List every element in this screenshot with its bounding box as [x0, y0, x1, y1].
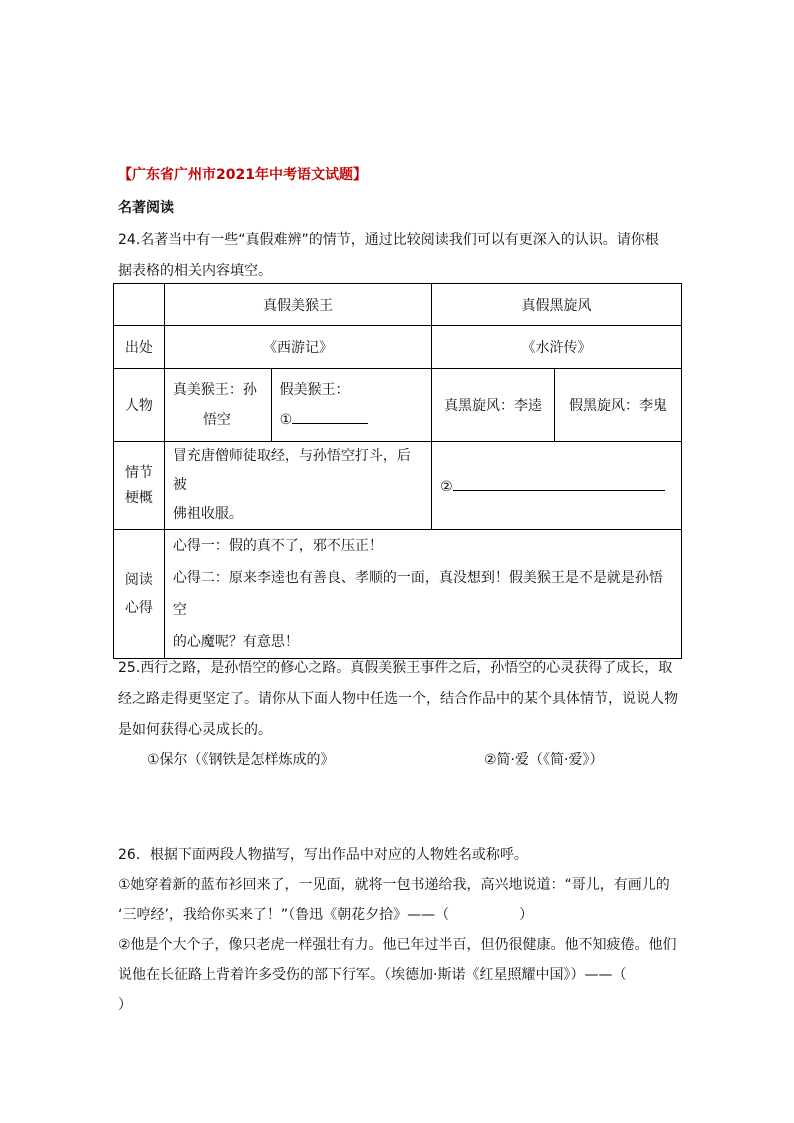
source-journey-west: 《西游记》	[164, 326, 431, 369]
section-title: 名著阅读	[118, 200, 174, 216]
q26-line-1: 26．根据下面两段人物描写，写出作品中对应的人物姓名或称呼。	[118, 847, 528, 863]
reflection-label-line-1: 阅读	[124, 572, 153, 588]
reflection-content	[164, 530, 681, 659]
q26-prompt	[118, 840, 677, 1020]
q26-line-6: ）	[118, 997, 132, 1013]
table-row-person	[114, 369, 682, 442]
answer-blank-2[interactable]	[453, 476, 665, 491]
cell-real-whirlwind: 真黑旋风：李逵	[432, 369, 555, 442]
answer-marker-2: ②	[440, 479, 453, 495]
q26-line-2: ①她穿着新的蓝布衫回来了，一见面，就将一包书递给我，高兴地说道：“哥儿，有画儿的	[118, 877, 670, 893]
table-corner-cell	[114, 284, 165, 326]
cell-fake-monkey	[271, 369, 432, 442]
row-label-person: 人物	[114, 369, 165, 442]
reflection-label-line-2: 心得	[124, 600, 153, 616]
plot-a-line-1: 冒充唐僧师徒取经，与孙悟空打斗，后被	[172, 448, 411, 493]
table-row-reflection	[114, 530, 682, 659]
cell-real-monkey	[164, 369, 271, 442]
q25-line-3: 是如何获得心灵成长的。	[118, 722, 272, 738]
source-water-margin: 《水浒传》	[432, 326, 682, 369]
reflection-line-3: 的心魔呢？有意思！	[172, 634, 299, 650]
plot-label-line-1: 情节	[124, 464, 153, 481]
q26-line-3-text: ‘三哼经’，我给你买来了！”（鲁迅《朝花夕拾》——（	[118, 907, 450, 923]
q26-line-5: 说他在长征路上背着许多受伤的部下行军。（埃德加·斯诺《红星照耀中国》）——（	[118, 967, 627, 983]
reflection-line-1: 心得一：假的真不了，邪不压正！	[172, 538, 383, 554]
real-monkey-line-2: 悟空	[202, 412, 231, 428]
row-label-source: 出处	[114, 326, 165, 369]
q25-line-1: 25.西行之路，是孙悟空的修心之路。真假美猴王事件之后，孙悟空的心灵获得了成长，取	[118, 660, 673, 676]
answer-marker-1: ①	[279, 412, 293, 428]
q25-prompt	[118, 653, 678, 746]
fake-monkey-answer	[280, 405, 424, 435]
table-row-plot	[114, 442, 682, 530]
plot-a-line-2: 佛祖收服。	[172, 506, 243, 522]
plot-label-line-2: 梗概	[124, 489, 153, 506]
table-header-row	[114, 284, 682, 326]
exam-source-heading: 【广东省广州市2021年中考语文试题】	[118, 167, 367, 183]
q24-line-2: 据表格的相关内容填空。	[118, 263, 272, 279]
fake-monkey-label: 假美猴王：	[279, 382, 350, 398]
col-header-monkey: 真假美猴王	[164, 284, 431, 326]
reflection-line-2: 心得二：原来李逵也有善良、孝顺的一面，真没想到！假美猴王是不是就是孙悟空	[172, 570, 663, 618]
q26-line-3-close: ）	[519, 907, 534, 923]
q25-line-2: 经之路走得更坚定了。请你从下面人物中任选一个，结合作品中的某个具体情节，说说人物	[118, 691, 678, 707]
q24-line-1: 24.名著当中有一些“真假难辨”的情节，通过比较阅读我们可以有更深入的认识。请你根	[118, 232, 659, 248]
col-header-whirlwind: 真假黑旋风	[432, 284, 682, 326]
plot-fake-monkey	[164, 442, 431, 530]
table-row-source	[114, 326, 682, 369]
plot-fake-whirlwind	[432, 442, 682, 530]
row-label-plot	[114, 442, 165, 530]
q26-line-4: ②他是个大个子，像只老虎一样强壮有力。他已年过半百，但仍很健康。他不知疲倦。他们	[118, 937, 677, 953]
real-monkey-line-1: 真美猴王：孙	[172, 382, 257, 398]
comparison-table	[113, 283, 682, 659]
q25-option-jane-eyre: ②简·爱（《简·爱》）	[484, 752, 604, 768]
row-label-reflection	[114, 530, 165, 659]
cell-fake-whirlwind: 假黑旋风：李鬼	[555, 369, 682, 442]
answer-blank-1[interactable]	[292, 409, 368, 424]
q25-option-pavel: ①保尔（《钢铁是怎样炼成的》	[147, 752, 335, 768]
q24-prompt	[118, 225, 659, 287]
q26-line-3	[118, 900, 677, 930]
